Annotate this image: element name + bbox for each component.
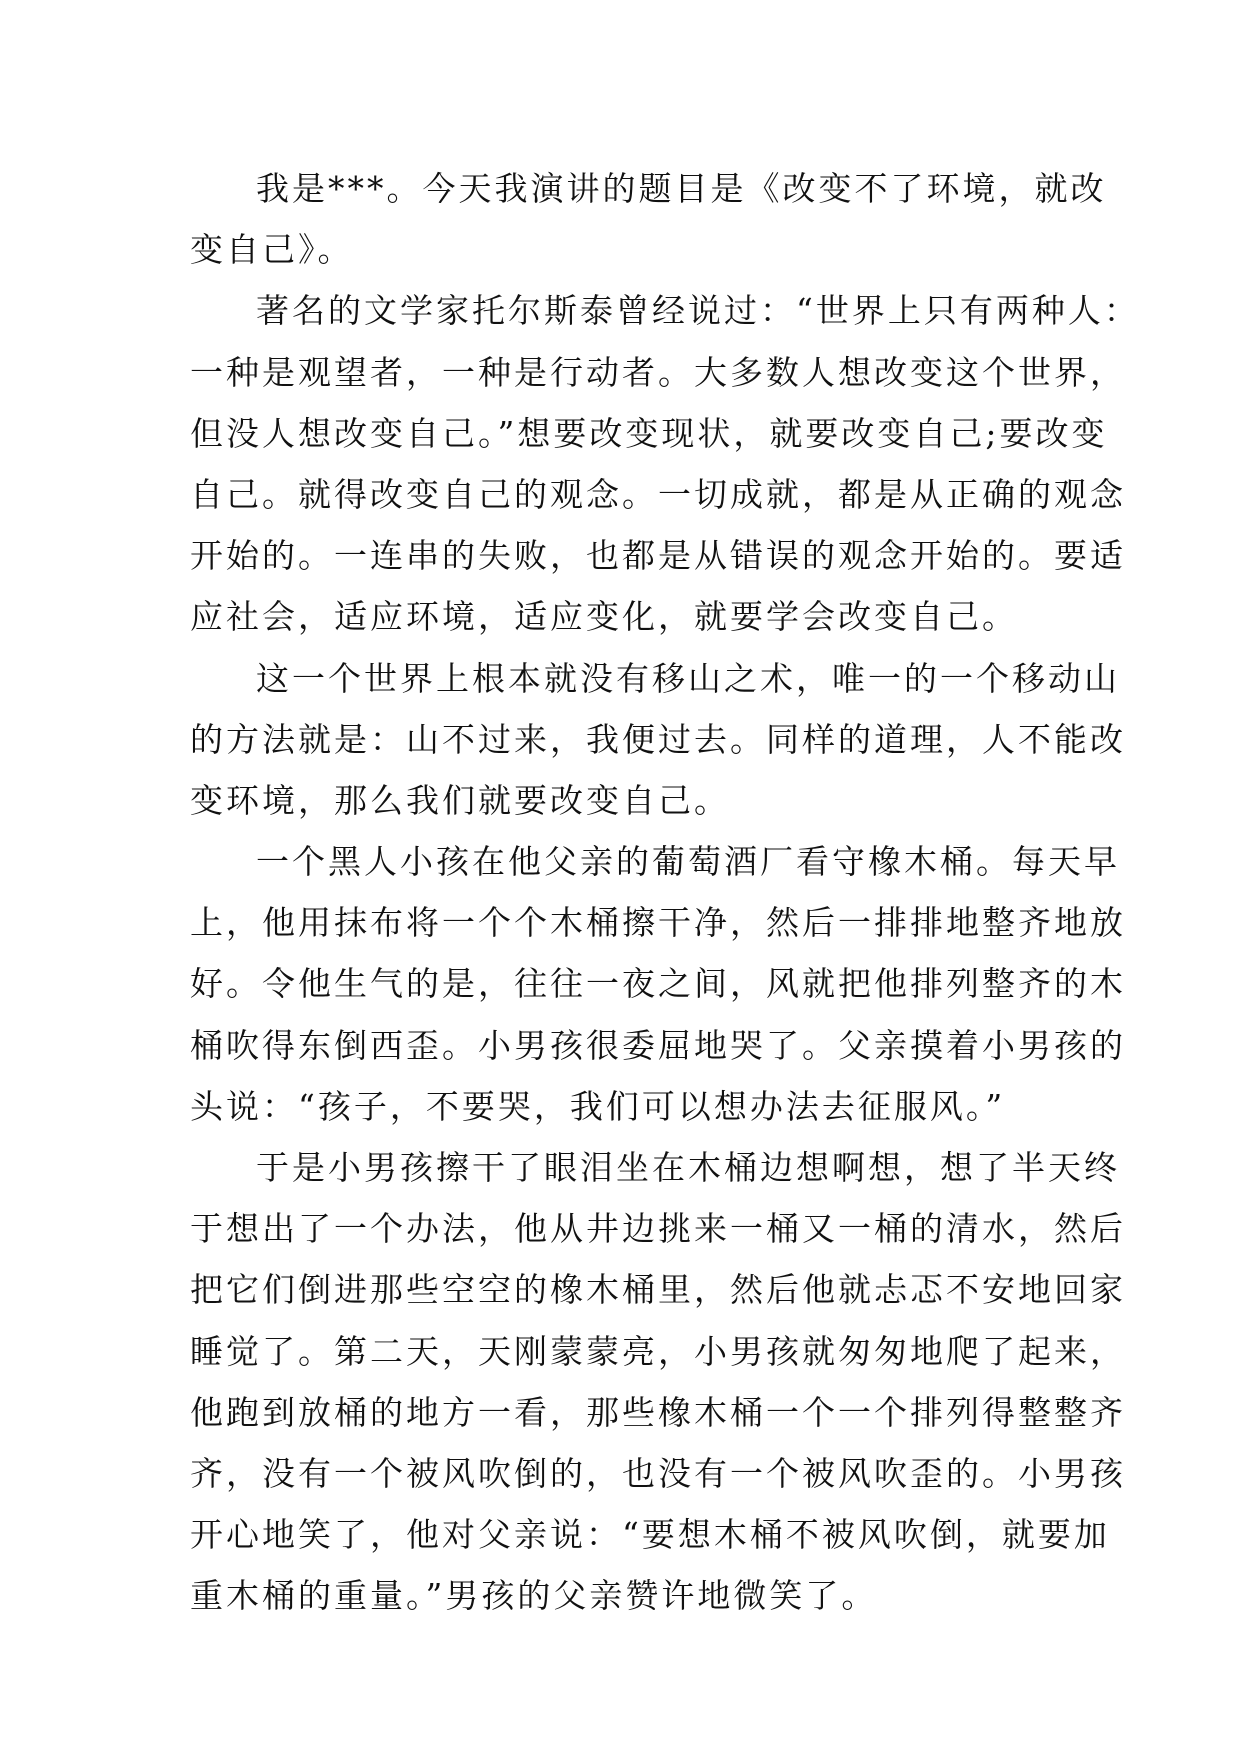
text-line: 上，他用抹布将一个个木桶擦干净，然后一排排地整齐地放 [190,903,1126,943]
text-line: 变自己》。 [190,230,354,270]
text-line: 头说：“孩子，不要哭，我们可以想办法去征服风。” [190,1086,1006,1126]
text-line: 于是小男孩擦干了眼泪坐在木桶边想啊想，想了半天终 [256,1148,1120,1187]
text-line: 应社会，适应环境，适应变化，就要学会改变自己。 [190,597,1018,637]
text-line: 自己。就得改变自己的观念。一切成就，都是从正确的观念 [190,474,1126,514]
text-line: 一个黑人小孩在他父亲的葡萄酒厂看守橡木桶。每天早 [256,842,1120,882]
text-line: 著名的文学家托尔斯泰曾经说过：“世界上只有两种人： [256,291,1140,331]
paragraph-4 [190,831,1126,1137]
text-line: 好。令他生气的是，往往一夜之间，风就把他排列整齐的木 [190,964,1126,1004]
text-line: 把它们倒进那些空空的橡木桶里，然后他就忐忑不安地回家 [190,1270,1126,1310]
paragraph-5 [190,1137,1126,1627]
text-line: 他跑到放桶的地方一看，那些橡木桶一个一个排列得整整齐 [190,1392,1126,1432]
text-line: 我是***。今天我演讲的题目是《改变不了环境，就改 [256,169,1107,208]
text-line: 一种是观望者，一种是行动者。大多数人想改变这个世界， [190,352,1126,392]
paragraph-2 [190,280,1140,647]
text-line: 开始的。一连串的失败，也都是从错误的观念开始的。要适 [190,536,1126,576]
text-line: 的方法就是：山不过来，我便过去。同样的道理，人不能改 [190,719,1126,759]
text-line: 开心地笑了，他对父亲说：“要想木桶不被风吹倒，就要加 [190,1515,1110,1555]
text-line: 这一个世界上根本就没有移山之术，唯一的一个移动山 [256,658,1120,698]
paragraph-1 [190,158,1107,280]
text-line: 齐，没有一个被风吹倒的，也没有一个被风吹歪的。小男孩 [190,1453,1126,1493]
text-line: 于想出了一个办法，他从井边挑来一桶又一桶的清水，然后 [190,1209,1126,1249]
text-line: 变环境，那么我们就要改变自己。 [190,780,730,820]
text-line: 桶吹得东倒西歪。小男孩很委屈地哭了。父亲摸着小男孩的 [190,1025,1126,1065]
text-line: 但没人想改变自己。”想要改变现状，就要改变自己;要改变 [190,413,1108,453]
paragraph-3 [190,648,1126,832]
document-body [190,158,1140,1627]
text-line: 睡觉了。第二天，天刚蒙蒙亮，小男孩就匆匆地爬了起来， [190,1331,1126,1371]
text-line: 重木桶的重量。”男孩的父亲赞许地微笑了。 [190,1576,878,1616]
